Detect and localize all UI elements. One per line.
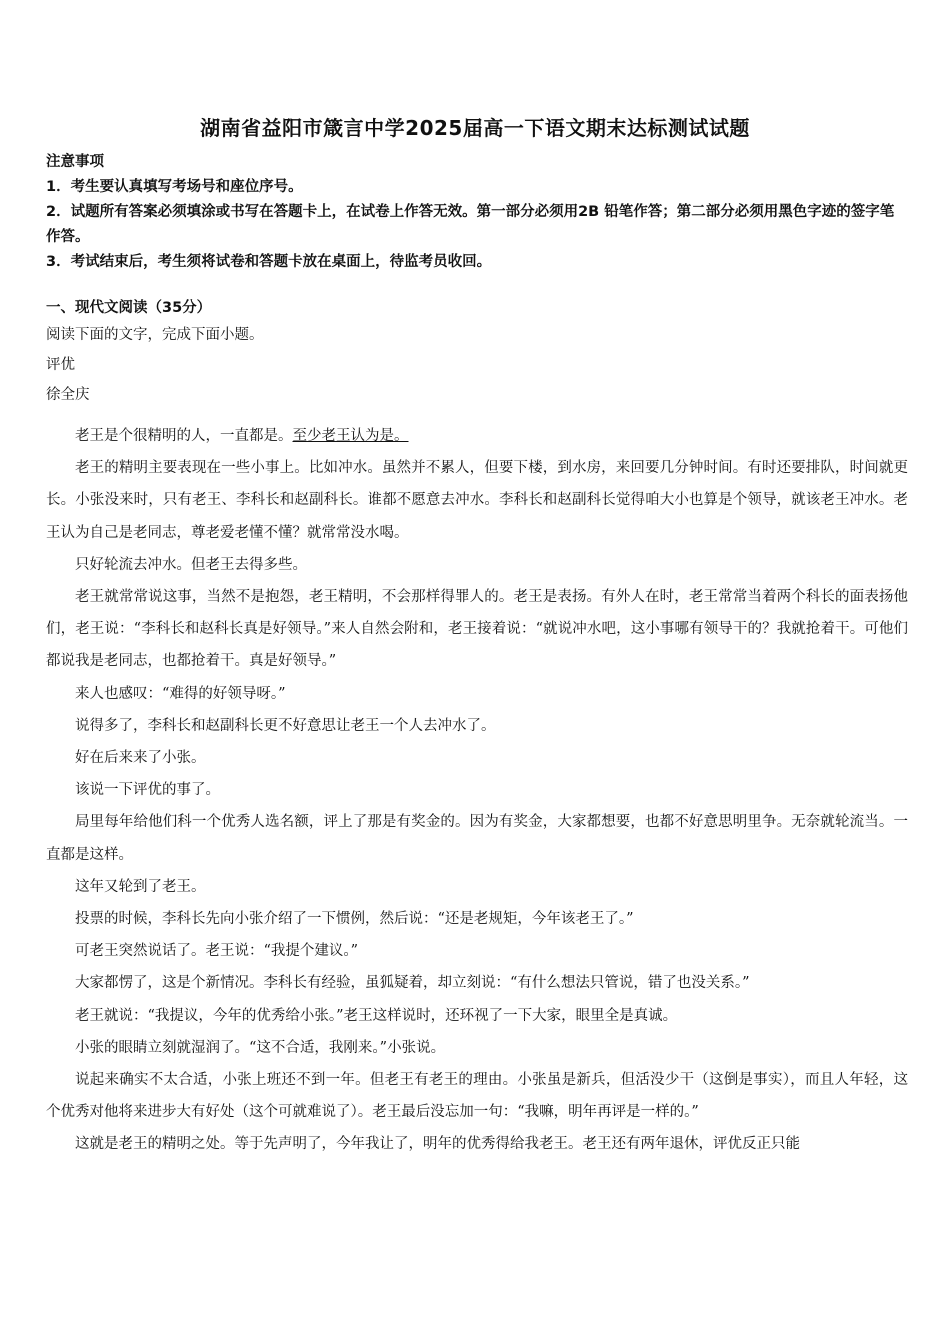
notes-item-1: 1．考生要认真填写考场号和座位序号。 [46, 179, 303, 195]
article-paragraph: 老王就说：“我提议，今年的优秀给小张。”老王这样说时，还环视了一下大家，眼里全是真诚。 [75, 1007, 678, 1024]
article-paragraph: 小张的眼睛立刻就湿润了。“这不合适，我刚来。”小张说。 [75, 1039, 446, 1056]
article-paragraph: 这就是老王的精明之处。等于先声明了，今年我让了，明年的优秀得给我老王。老王还有两年退休，评优反正只能 [75, 1136, 800, 1153]
section-reading [46, 296, 906, 410]
paragraph-text: 老王是个很精明的人，一直都是。 [75, 428, 293, 444]
article-paragraph: 老王就常常说这事，当然不是抱怨，老王精明，不会那样得罪人的。老王是表扬。有外人在时，老王常常当着两个科长的面表扬他们，老王说：“李科长和赵科长真是好领导。”来人自然会附和，老王接着说：“就说冲水吧，这小事哪有领导干的？我就抢着干。可他们都说我是老同志，也都抢着干。真是好领导。” [46, 589, 908, 670]
article-paragraph: 老王的精明主要表现在一些小事上。比如冲水。虽然并不累人，但要下楼，到水房，来回要几分钟时间。有时还要排队，时间就更长。小张没来时，只有老王、李科长和赵副科长。谁都不愿意去冲水。李科长和赵副科长觉得咱大小也算是个领导，就该老王冲水。老王认为自己是老同志，尊老爱老懂不懂？就常常没水喝。 [46, 460, 908, 541]
article-paragraph: 说起来确实不太合适，小张上班还不到一年。但老王有老王的理由。小张虽是新兵，但活没少干（这倒是事实），而且人年轻，这个优秀对他将来进步大有好处（这个可就难说了）。老王最后没忘加一句：“我嘛，明年再评是一样的。” [46, 1072, 908, 1121]
article-author: 徐全庆 [46, 387, 90, 403]
underlined-sentence: 至少老王认为是。 [292, 428, 409, 444]
notes-item-2: 2．试题所有答案必须填涂或书写在答题卡上，在试卷上作答无效。第一部分必须用2B 铅笔作答；第二部分必须用黑色字迹的签字笔作答。 [46, 204, 895, 245]
article-paragraph: 只好轮流去冲水。但老王去得多些。 [75, 556, 307, 573]
notes-item-3: 3．考试结束后，考生须将试卷和答题卡放在桌面上，待监考员收回。 [46, 254, 492, 270]
article-paragraph: 这年又轮到了老王。 [75, 878, 206, 895]
article-paragraph: 该说一下评优的事了。 [75, 782, 220, 799]
article-paragraph: 局里每年给他们科一个优秀人选名额，评上了那是有奖金的。因为有奖金，大家都想要，也都不好意思明里争。无奈就轮流当。一直都是这样。 [46, 814, 908, 863]
notes-heading: 注意事项 [46, 154, 104, 170]
article-paragraph: 投票的时候，李科长先向小张介绍了一下惯例，然后说：“还是老规矩，今年该老王了。” [75, 911, 634, 928]
article-paragraph: 大家都愣了，这是个新情况。李科长有经验，虽狐疑着，却立刻说：“有什么想法只管说，错了也没关系。” [75, 975, 750, 992]
article-paragraph: 来人也感叹：“难得的好领导呀。” [75, 685, 286, 702]
section-heading: 一、现代文阅读（35分） [46, 300, 212, 316]
article-paragraph: 可老王突然说话了。老王说：“我提个建议。” [75, 943, 359, 960]
exam-title: 湖南省益阳市箴言中学2025届高一下语文期末达标测试试题 [200, 116, 750, 140]
article-title: 评优 [46, 357, 75, 373]
article-body [46, 420, 908, 1161]
article-paragraph: 说得多了，李科长和赵副科长更不好意思让老王一个人去冲水了。 [75, 717, 496, 734]
notes-block [46, 150, 906, 275]
section-instruction: 阅读下面的文字，完成下面小题。 [46, 327, 264, 343]
article-paragraph [46, 420, 908, 452]
article-paragraph: 好在后来来了小张。 [75, 750, 206, 767]
